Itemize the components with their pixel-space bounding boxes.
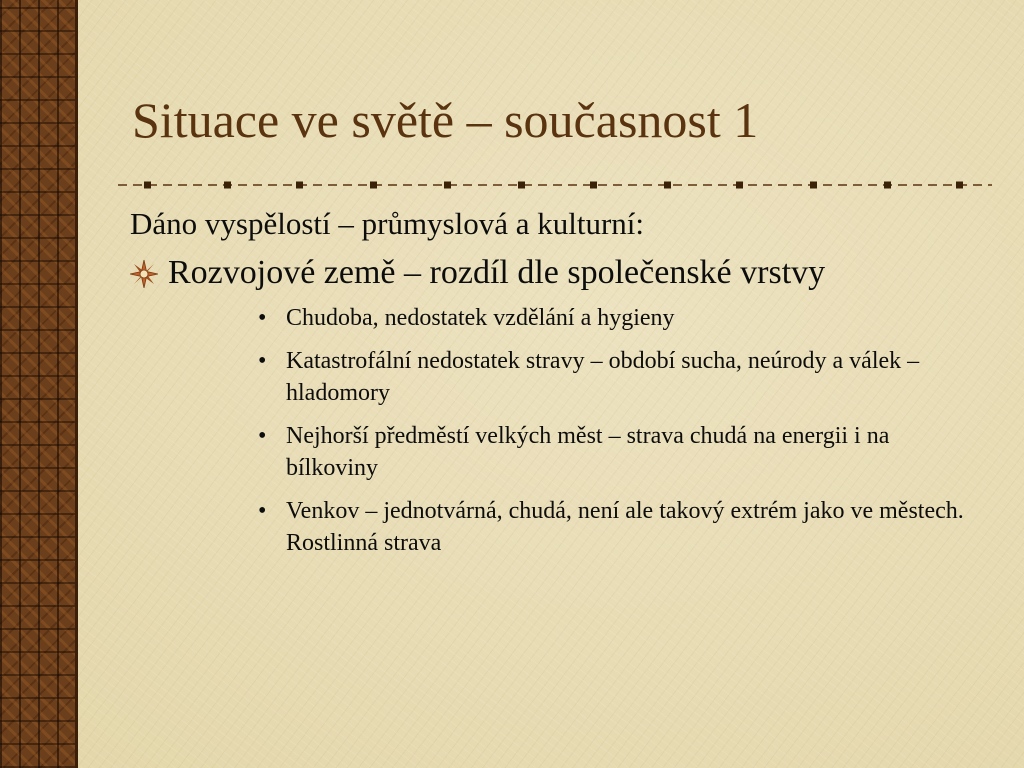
list-item-text: Chudoba, nedostatek vzdělání a hygieny [286, 305, 675, 331]
title-divider [118, 178, 992, 192]
bullet-dot-icon: • [258, 348, 267, 374]
list-item-text: Nejhorší předměstí velkých měst – strava chudá na energii i na bílkoviny [286, 423, 890, 481]
bullet-dot-icon: • [258, 423, 267, 449]
main-point [130, 250, 980, 296]
slide-title: Situace ve světě – současnost 1 [132, 92, 759, 148]
main-point-text: Rozvojové země – rozdíl dle společenské vrstvy [168, 254, 826, 291]
list-item [258, 495, 980, 559]
list-item-text: Venkov – jednotvárná, chudá, není ale takový extrém jako ve městech. Rostlinná strava [286, 498, 964, 556]
star-bullet-icon [130, 260, 158, 288]
list-item-text: Katastrofální nedostatek stravy – období sucha, neúrody a válek – hladomory [286, 348, 920, 406]
bullet-dot-icon: • [258, 305, 267, 331]
subpoint-list [130, 302, 980, 559]
list-item [258, 345, 980, 409]
list-item [258, 302, 980, 334]
bullet-dot-icon: • [258, 498, 267, 524]
lead-text: Dáno vyspělostí – průmyslová a kulturní: [130, 206, 645, 241]
slide-body [130, 204, 980, 570]
decorative-side-strip [0, 0, 78, 768]
list-item [258, 420, 980, 484]
